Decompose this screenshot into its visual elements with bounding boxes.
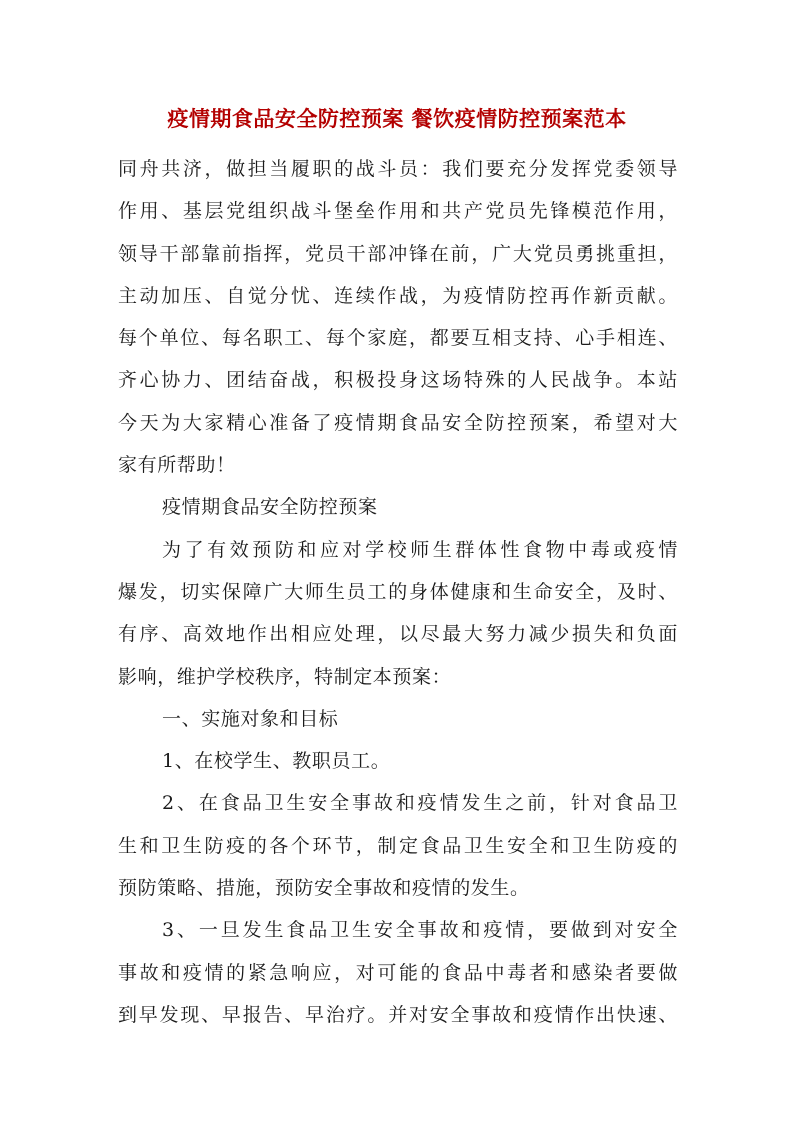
paragraph-line: 作用、基层党组织战斗堡垒作用和共产党员先锋模范作用， bbox=[118, 200, 678, 223]
paragraph-line: 1、在校学生、教职员工。 bbox=[162, 750, 391, 773]
paragraph-line: 主动加压、自觉分忧、连续作战，为疫情防控再作新贡献。 bbox=[118, 284, 678, 307]
paragraph-line: 爆发，切实保障广大师生员工的身体健康和生命安全，及时、 bbox=[118, 580, 678, 603]
paragraph-line: 生和卫生防疫的各个环节，制定食品卫生安全和卫生防疫的 bbox=[118, 834, 678, 857]
paragraph-line: 为了有效预防和应对学校师生群体性食物中毒或疫情 bbox=[162, 538, 678, 561]
document-title: 疫情期食品安全防控预案 餐饮疫情防控预案范本 bbox=[167, 106, 627, 131]
paragraph-line: 有序、高效地作出相应处理，以尽最大努力减少损失和负面 bbox=[118, 623, 678, 646]
paragraph-line: 疫情期食品安全防控预案 bbox=[162, 496, 378, 519]
paragraph-line: 每个单位、每名职工、每个家庭，都要互相支持、心手相连、 bbox=[118, 327, 678, 350]
paragraph-line: 同舟共济，做担当履职的战斗员：我们要充分发挥党委领导 bbox=[118, 158, 678, 180]
paragraph-line: 领导干部靠前指挥，党员干部冲锋在前，广大党员勇挑重担， bbox=[118, 242, 678, 265]
paragraph-line: 到早发现、早报告、早治疗。并对安全事故和疫情作出快速、 bbox=[118, 1003, 678, 1026]
document-body bbox=[118, 160, 678, 1048]
paragraph-line: 一、实施对象和目标 bbox=[162, 707, 339, 730]
paragraph-line: 影响，维护学校秩序，特制定本预案： bbox=[118, 665, 452, 688]
paragraph-line: 齐心协力、团结奋战，积极投身这场特殊的人民战争。本站 bbox=[118, 369, 678, 392]
paragraph-line: 2、在食品卫生安全事故和疫情发生之前，针对食品卫 bbox=[162, 792, 678, 815]
paragraph-line: 事故和疫情的紧急响应，对可能的食品中毒者和感染者要做 bbox=[118, 961, 678, 984]
paragraph-line: 3、一旦发生食品卫生安全事故和疫情，要做到对安全 bbox=[162, 919, 678, 942]
paragraph-line: 预防策略、措施，预防安全事故和疫情的发生。 bbox=[118, 877, 530, 900]
paragraph-line: 今天为大家精心准备了疫情期食品安全防控预案，希望对大 bbox=[118, 411, 678, 434]
paragraph-line: 家有所帮助！ bbox=[118, 454, 236, 477]
